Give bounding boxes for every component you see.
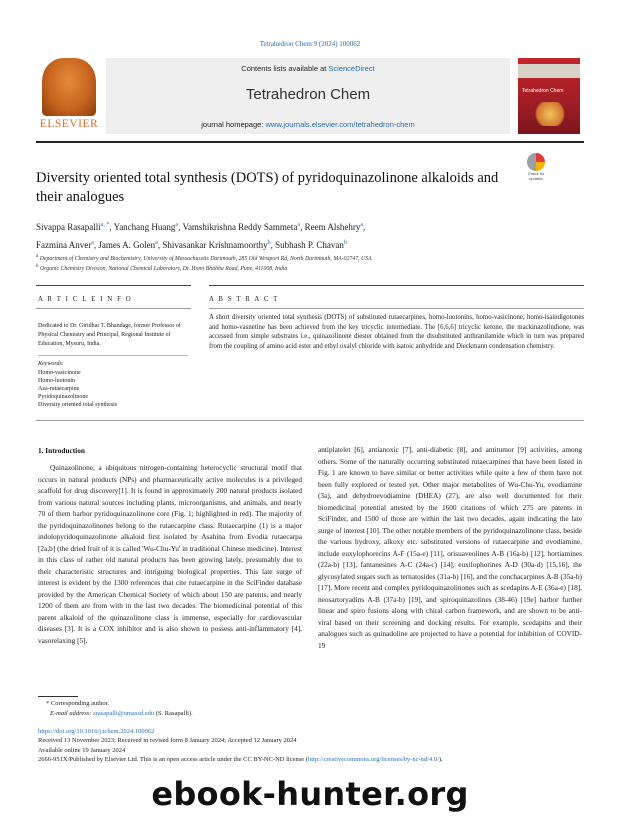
keyword-list xyxy=(38,369,190,409)
author-name: Shivasankar Krishnamoorthy xyxy=(162,240,268,250)
watermark: ebook-hunter.org xyxy=(151,775,469,813)
email-suffix: (S. Rasapalli). xyxy=(154,709,193,717)
abstract-sub-rule xyxy=(209,308,584,309)
keyword-item: Aza-rutaecarpine xyxy=(38,386,80,392)
front-matter-end-rule xyxy=(36,420,584,421)
contents-prefix: Contents lists available at xyxy=(241,64,329,73)
author-name: Subhash P. Chavan xyxy=(275,240,344,250)
homepage-prefix: journal homepage: xyxy=(201,120,266,129)
check-for-updates-badge[interactable] xyxy=(522,153,550,185)
footnote-rule xyxy=(38,696,78,697)
corresponding-author-label: * Corresponding author. xyxy=(46,700,110,707)
introduction-right-column xyxy=(318,444,582,651)
introduction-heading: 1. Introduction xyxy=(38,446,85,455)
author-affiliation-mark[interactable]: a xyxy=(91,240,94,246)
author-line-1: Sivappa Rasapalli$^{a, *}$, Yanchang Huang$^a$, Vamshikrishna Reddy Sammeta$^a$, Reem Alshehry$^a$, xyxy=(36,222,366,232)
author-name: Fazmina Anver xyxy=(36,240,92,250)
keyword-item: Diversity oriented total synthesis xyxy=(38,402,118,408)
author-affiliation-mark[interactable]: b xyxy=(267,240,271,246)
doi-link[interactable]: https://doi.org/10.1016/j.tchem.2024.100062 xyxy=(38,728,155,735)
author-name: Yanchang Huang xyxy=(113,222,176,232)
author-line-2: Fazmina Anver$^a$, James A. Golen$^a$, Shivasankar Krishnamoorthy$^b$, Subhash P. Chavan$^b$ xyxy=(36,240,347,250)
affiliation-text: Department of Chemistry and Biochemistry, University of Massachusetts Dartmouth, 285 Old Westport Rd, North Dartmouth, MA-02747, USA xyxy=(39,255,372,262)
article-title: Diversity oriented total synthesis (DOTS) of pyridoquinazolinone alkaloids and their analogues xyxy=(36,170,499,205)
abstract-heading: A B S T R A C T xyxy=(209,296,279,303)
license-line xyxy=(38,755,586,764)
cover-band xyxy=(518,64,580,78)
check-updates-icon xyxy=(527,153,545,171)
publisher-name: ELSEVIER xyxy=(39,118,99,130)
affiliations xyxy=(36,253,584,273)
email-link[interactable]: srasapalli@umassd.edu xyxy=(93,709,155,717)
author-affiliation-mark[interactable]: b xyxy=(343,240,347,246)
author-affiliation-mark[interactable]: a xyxy=(297,222,301,228)
contents-line xyxy=(106,64,510,73)
header-divider xyxy=(36,141,584,143)
cover-art xyxy=(532,102,568,126)
sciencedirect-link[interactable]: ScienceDirect xyxy=(328,64,375,73)
article-history xyxy=(38,727,586,764)
check-updates-label: Check for updates xyxy=(527,172,545,181)
license-prefix: 2666-951X/Published by Elsevier Ltd. This is an open access article under the CC BY-NC-ND license ( xyxy=(38,755,308,763)
author-affiliation-mark[interactable]: a, * xyxy=(100,222,110,228)
keyword-item: Homo-vasicinone xyxy=(38,370,81,376)
article-info-top-rule xyxy=(36,285,191,286)
keyword-item: Homo-luotonin xyxy=(38,378,75,384)
affiliation-text: Organic Chemistry Division, National Chemical Laboratory, Dr. Homi Bhabha Road, Pune, 411008, India xyxy=(39,265,288,272)
author-name: Sivappa Rasapalli xyxy=(36,222,101,232)
cover-title: Tetrahedron Chem xyxy=(522,88,564,94)
license-suffix: ). xyxy=(438,755,443,763)
license-link[interactable]: http://creativecommons.org/licenses/by-nc-nd/4.0/ xyxy=(307,755,439,763)
keywords-heading: Keywords: xyxy=(38,361,64,367)
abstract-text: A short diversity oriented total synthesis (DOTS) of substituted rutaecarpines, homo-luotonins, homo-vasicinone, homo-isaindigotones and homo-vasnetine has been achieved from the key tricyclic intermediate. The [6,6,6] tricyclic ketone, the mackinazolindione, was accessed from simple substrates i.e., quinazolinone diester obtained from the disubstituted anthranilamide which in turn was prepared from the coupling of amino acid ester and ethyl oxalyl chloride with isatoic anhydride and Dieckmann condensation chemistry. xyxy=(209,314,584,350)
email-line xyxy=(38,709,338,719)
article-info-heading: A R T I C L E I N F O xyxy=(38,296,133,303)
affiliation-mark: a xyxy=(36,254,39,259)
keywords-rule xyxy=(38,355,188,356)
affiliation-a xyxy=(36,253,584,263)
homepage-link[interactable]: www.journals.elsevier.com/tetrahedron-chem xyxy=(265,120,415,129)
author-affiliation-mark[interactable]: a xyxy=(155,240,158,246)
email-label: E-mail address: xyxy=(50,709,94,717)
author-affiliation-mark[interactable]: a xyxy=(360,222,364,228)
journal-cover-image xyxy=(518,58,580,134)
introduction-left-column xyxy=(38,462,302,646)
author-name: James A. Golen xyxy=(98,240,156,250)
received-dates: Received 13 November 2023; Received in revised form 8 January 2024; Accepted 12 January 2024 xyxy=(38,737,297,745)
author-list xyxy=(36,217,584,253)
introduction-paragraph: Quinazolinone, a ubiquitous nitrogen-containing heterocyclic structural motif that occurs in natural products (NPs) and pharmaceutically active molecules is a privileged scaffold for drug discovery[1]. It is found in approximately 200 natural products isolated from various natural sources including plants, microorganisms, and animals, and nearly 70 of them harbor pyridoquinazolinone core (Fig. 1; highlighted in red). The majority of the pyridoquinazolinones belong to the rutaecarpine class. Rutaecarpine (1) is a major indolopyridoquinazolinone alkaloid first isolated by Asahina from Evodia rutaecarpa [2a,b] (the dried fruit of it is called 'Wu-Chu-Yu' in traditional Chinese medicine). Interest in this class of rather old natural products has been growing lately, presumably due to their characteristic structures and intriguing biological properties. This late surge of interest is evident by the 1300 references that cite rutaecarpine in the SciFinder database provided by the American Chemical Society of which about 150 are patents, and nearly 1200 of them are from with in the last two decades. The biomedicinal potential of this parent alkaloid of the quinazolinone class is immense, especially for cardiovascular diseases [3]. It is a COX inhibitor and is also shown to possess anti-inflammatory [4], vasorelaxing [5], xyxy=(38,463,302,645)
affiliation-mark: b xyxy=(36,263,39,269)
affiliation-b xyxy=(36,263,584,273)
author-affiliation-mark[interactable]: a xyxy=(175,222,179,228)
abstract-top-rule xyxy=(209,285,584,286)
article-info-sub-rule xyxy=(36,308,191,309)
corresponding-author-footnote xyxy=(38,699,338,718)
homepage-line xyxy=(106,120,510,129)
available-online-date: Available online 19 January 2024 xyxy=(38,746,126,754)
elsevier-tree-icon xyxy=(42,58,96,116)
keyword-item: Pyridoquinazolinone xyxy=(38,394,88,400)
author-name: Reem Alshehry xyxy=(304,222,361,232)
dedication: Dedicated to Dr. Giridhar T. Bhandage, former Professor of Physical Chemistry and Principal, Regional Institute of Education, Mysuru, India. xyxy=(38,323,181,347)
journal-title: Tetrahedron Chem xyxy=(245,86,371,103)
introduction-paragraph-continued: antiplatelet [6], antianoxic [7], anti-diabetic [8], and antitumor [9] activities, among others. Some of the naturally occurring substituted rutaecarpines that have been listed in Fig. 1 are known to have similar or better activities while quite a few of them have not been fully explored or tested yet. Other major metabolites of Wu-Chu-Yu, evodiamine (3a), and dehydroevodiamine (DHEA) (27), are also well documented for their biomedicinal potential attested by the 1600 citations of which 275 are patents in SciFinder, and 1500 of those are within the last two decades, again indicating the late surge of interest [10]. The other notable members of the pyridoquinazolinone class, beside the various hydroxy, alkoxy etc. substituted versions of rutaecarpine and evodiamine, include euxylophorecins A-F (15a-e) [11], orisuaveolines A-B (16a-b) [12], hortiamines (22a-b) [13], fantanesines A-C (24a-c) [14], euxilophorines A-D (30a-d) [15,16], the glycosylated sugars such as ternatosides (31a-b) [16], and the conchacarpines A-B (35a-b) [17]. More recent and complex pyridoquinazolinones such as scedapins A-E (36a-e) [18], neosartoryadins A-B (37a-b) [19], and spiroquinazolines (38-46) [19e] harbor further linear and spiro fusions along with chiral carbon framework, and are shown to be anti-viral based on their screening and docking results. For example, scedapins and their analogues such as quinadoline are projected to have a potential for inhibition of COVID-19 xyxy=(318,445,582,650)
elsevier-logo xyxy=(36,58,102,134)
journal-reference[interactable]: Tetrahedron Chem 9 (2024) 100062 xyxy=(259,40,361,48)
author-name: Vamshikrishna Reddy Sammeta xyxy=(182,222,298,232)
